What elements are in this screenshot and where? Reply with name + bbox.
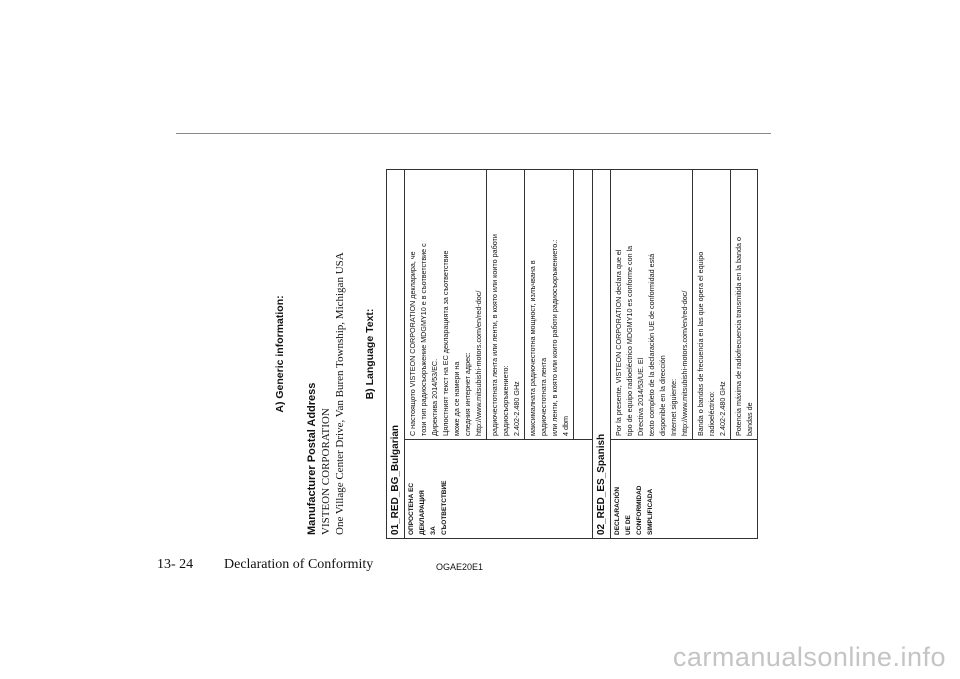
table-row xyxy=(405,170,487,539)
table-row xyxy=(593,170,611,539)
text-line: Директива 2014/53/ЕС. xyxy=(430,358,439,436)
table-row xyxy=(387,170,405,539)
text-line: максималната радиочестотна мощност, излъчвана в xyxy=(528,260,537,436)
text-line: tipo de equipo radioeléctrico MDGMY10 es conforme con la xyxy=(625,245,634,436)
label-line: ДЕКЛАРАЦИЯ xyxy=(419,490,426,535)
text-line: радиосъоръжението: xyxy=(501,365,510,436)
address-heading: Manufacturer Postal Address xyxy=(306,382,318,535)
url-text: http://www.mitsubishi-motors.com/en/red-doc/ xyxy=(680,290,689,436)
text-line: може да се намери на xyxy=(452,361,461,436)
address-street: One Village Center Drive, Van Buren Township, Michigan USA xyxy=(334,252,346,535)
text-line: Por la presente, VISTEON CORPORATION declara que el xyxy=(614,249,623,436)
spanish-block-power xyxy=(731,170,758,440)
text-line: 2.402-2.480 GHz xyxy=(512,381,521,436)
spanish-block-band xyxy=(693,170,731,440)
text-line: следния интернет адрес: xyxy=(463,352,472,436)
blank-cell xyxy=(574,170,593,440)
language-text-heading: B) Language Text: xyxy=(364,308,376,400)
text-line: 4 dbm xyxy=(561,416,570,436)
label-line: SIMPLIFICADA xyxy=(647,488,654,535)
label-line: ОПРОСТЕНА ЕС xyxy=(408,482,415,535)
section-title: Declaration of Conformity xyxy=(224,557,374,572)
text-line: С настоящото VISTEON CORPORATION декларира, че xyxy=(408,251,417,436)
text-line: Potencia máxima de radiofrecuencia transmitida en la banda o xyxy=(734,237,743,436)
rotated-content xyxy=(212,169,754,539)
bulgarian-block-power xyxy=(525,170,574,440)
spanish-label-cell xyxy=(611,440,758,539)
text-line: радиочестотната лента xyxy=(539,357,548,436)
page-number: 13- 24 xyxy=(157,557,194,572)
language-table xyxy=(386,169,758,539)
label-line: ЗА xyxy=(430,526,437,535)
address-company: VISTEON CORPORATION xyxy=(320,408,332,535)
label-line: DECLARACIÓN xyxy=(614,486,621,535)
text-line: texto completo de la declaración UE de conformidad está xyxy=(647,253,656,436)
text-line: или ленти, в която или които работи радиосъоръжението.: xyxy=(550,239,559,436)
text-line: Internet siguiente: xyxy=(669,378,678,436)
bulgarian-block-declaration xyxy=(405,170,487,440)
label-line: СЪОТВЕТСТВИЕ xyxy=(441,480,448,535)
label-line: CONFORMIDAD xyxy=(636,485,643,535)
text-line: radioeléctrico: xyxy=(707,391,716,436)
url-text: http://www.mitsubishi-motors.com/en/red-doc/ xyxy=(474,290,483,436)
table-row xyxy=(611,170,693,539)
text-line: disponible en la dirección xyxy=(658,355,667,436)
text-line: Directiva 2014/53/UE. El xyxy=(636,357,645,436)
bulgarian-block-band xyxy=(487,170,525,440)
watermark: carmanualsonline.info xyxy=(672,642,946,672)
spanish-block-declaration xyxy=(611,170,693,440)
label-line: UE DE xyxy=(625,515,632,535)
text-line: Banda o bandas de frecuencia en las que opera el equipo xyxy=(696,251,705,436)
text-line: този тип радиосъоръжение MDGMY10 е в съответствие с xyxy=(419,243,428,436)
top-rule xyxy=(176,133,771,134)
bulgarian-header: 01_RED_BG_Bulgarian xyxy=(387,170,405,539)
document-code: OGAE20E1 xyxy=(436,562,484,572)
bulgarian-label-cell xyxy=(405,440,593,539)
text-line: Цялостният текст на ЕС декларацията за съответствие xyxy=(441,250,450,436)
text-line: 2.402-2.480 GHz xyxy=(718,381,727,436)
text-line: bandas de xyxy=(745,402,754,436)
text-line: радиочестотната лента или ленти, в която или които работи xyxy=(490,234,499,436)
spanish-header: 02_RED_ES_Spanish xyxy=(593,170,611,539)
generic-info-heading: A) Generic information: xyxy=(274,295,286,413)
